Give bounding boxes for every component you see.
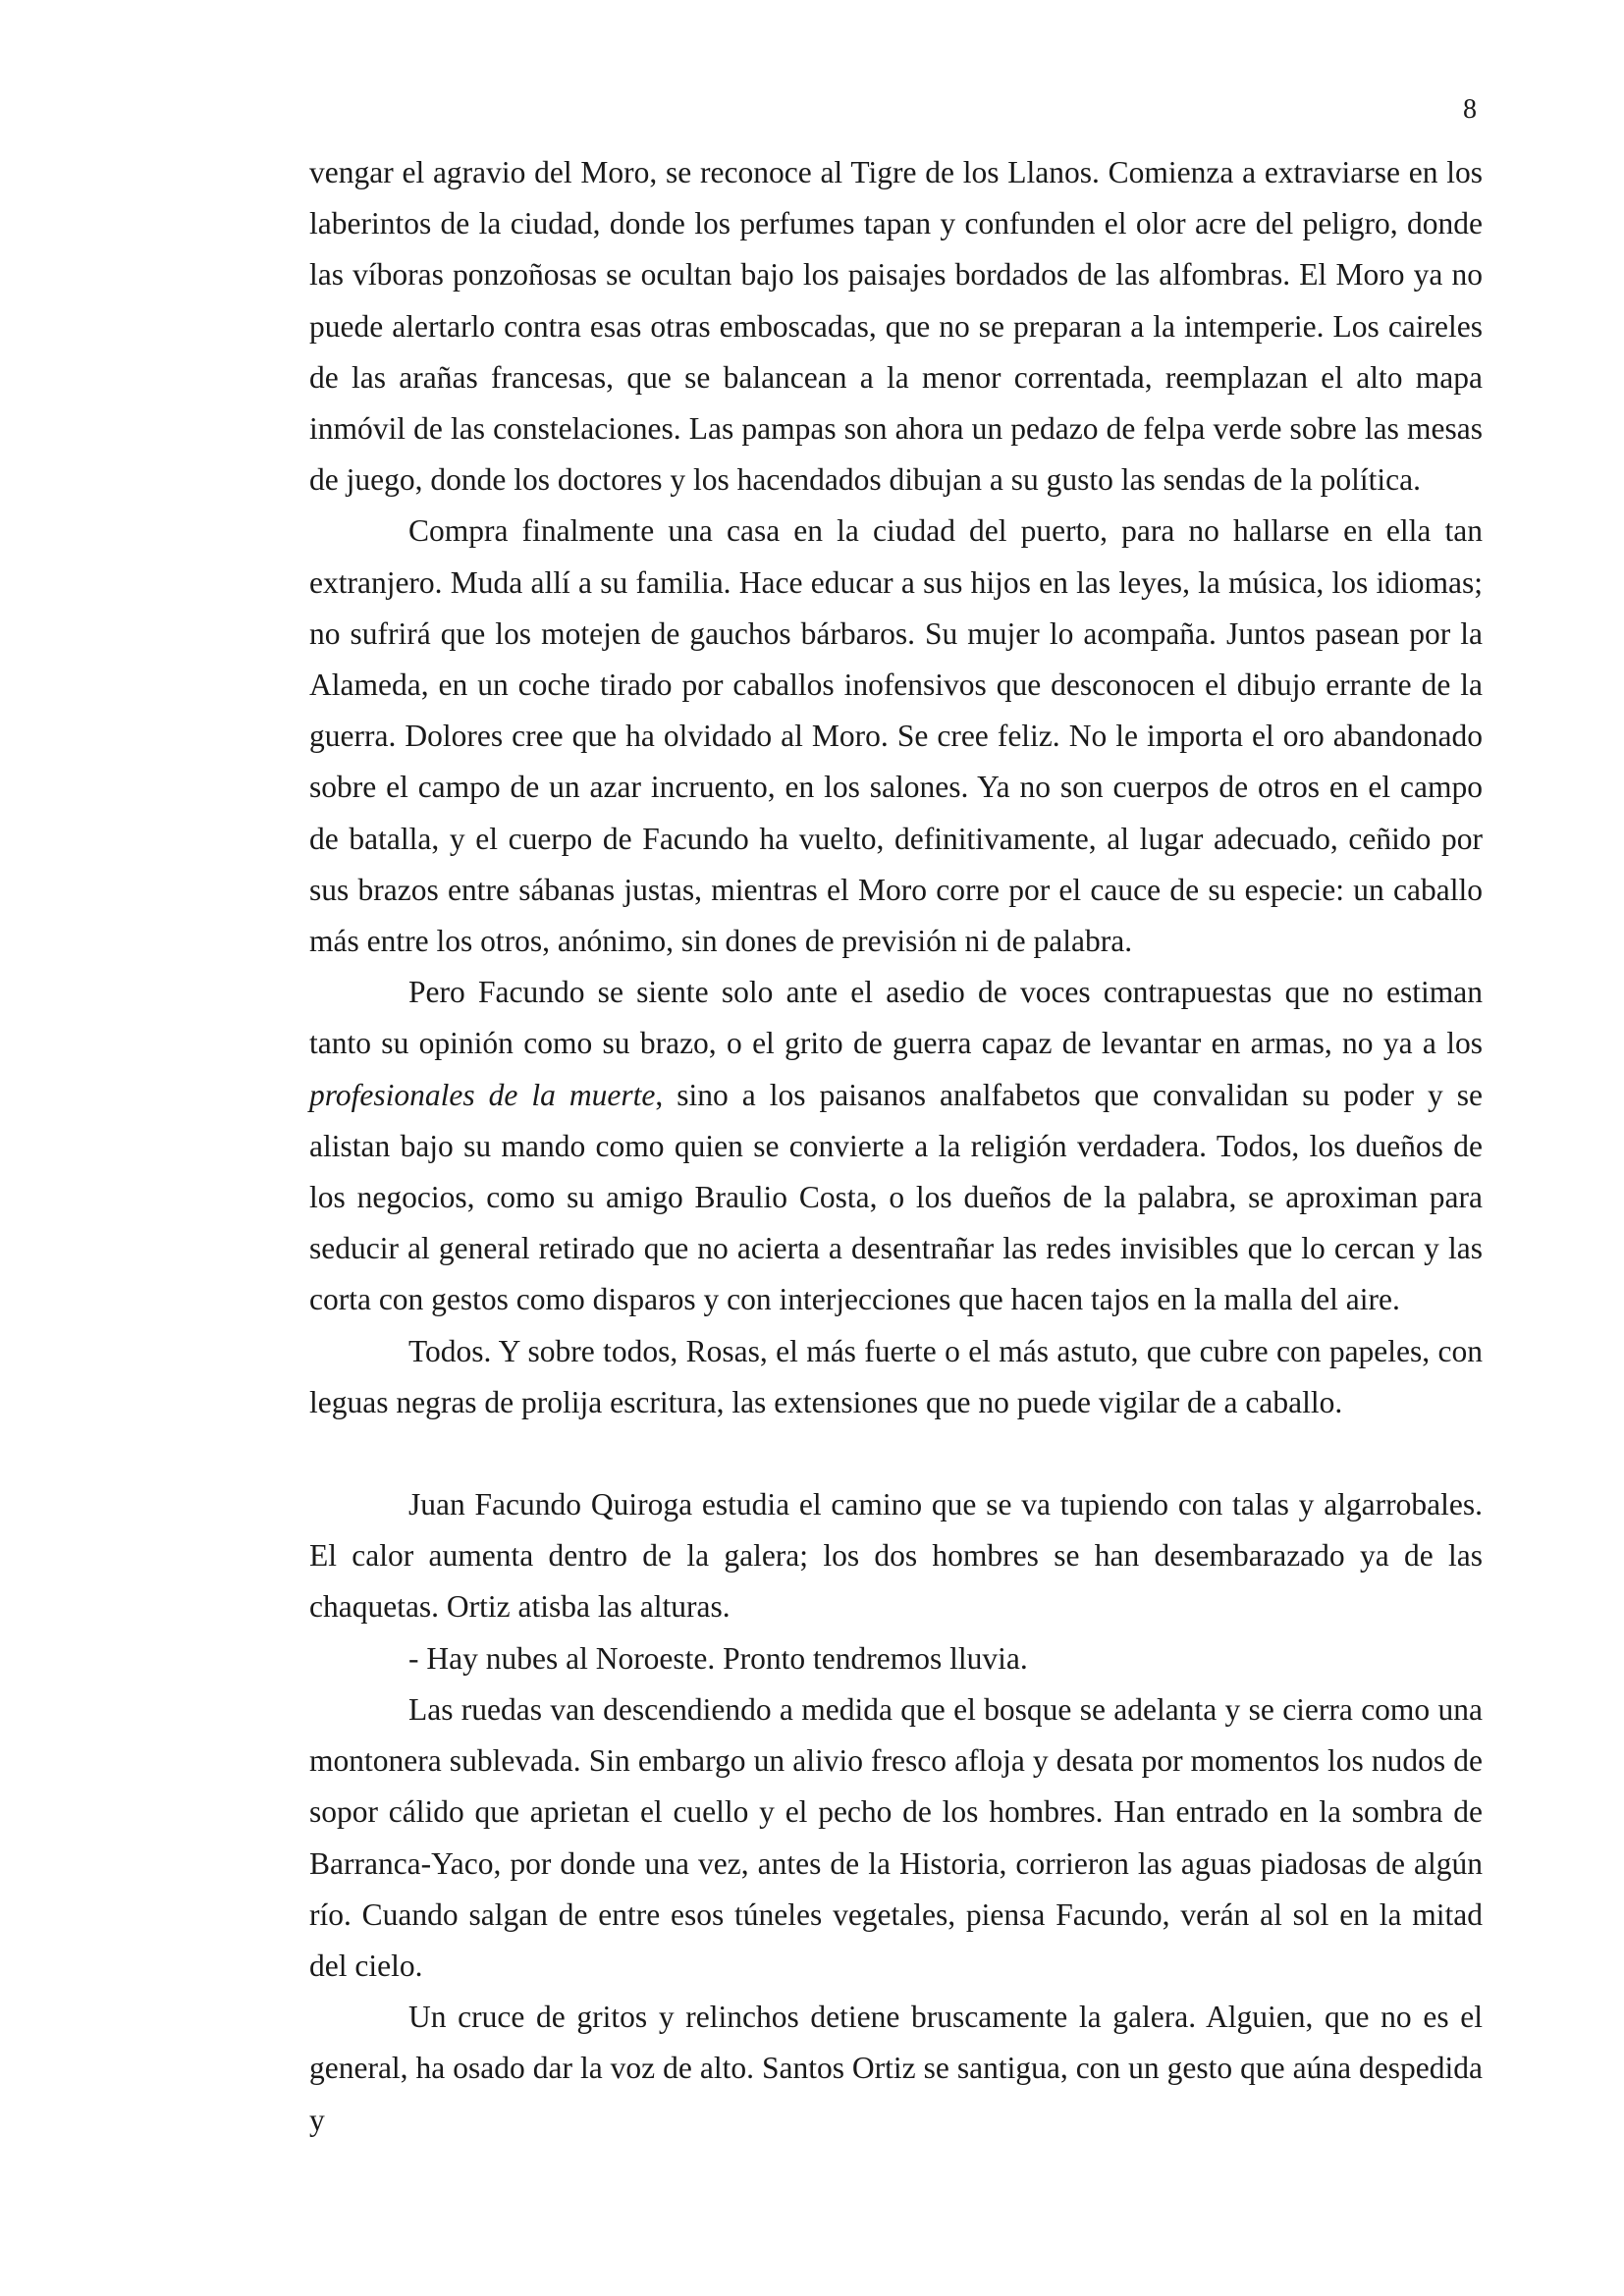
- paragraph: [309, 967, 1483, 1325]
- text-run: vengar el agravio del Moro, se reconoce al Tigre de los Llanos. Comienza a extraviarse en los laberintos de la ciudad, donde los perfumes tapan y confunden el olor acre del peligro, donde las víboras ponzoñosas se ocultan bajo los paisajes bordados de las alfombras. El Moro ya no puede alertarlo contra esas otras emboscadas, que no se preparan a la intemperie. Los caireles de las arañas francesas, que se balancean a la menor correntada, reemplazan el alto mapa inmóvil de las constelaciones. Las pampas son ahora un pedazo de felpa verde sobre las mesas de juego, donde los doctores y los hacendados dibujan a su gusto las sendas de la política.: [309, 155, 1483, 498]
- text-run: Las ruedas van descendiendo a medida que el bosque se adelanta y se cierra como una montonera sublevada. Sin embargo un alivio fresco afloja y desata por momentos los nudos de sopor cálido que aprietan el cuello y el pecho de los hombres. Han entrado en la sombra de Barranca-Yaco, por donde una vez, antes de la Historia, corrieron las aguas piadosas de algún río. Cuando salgan de entre esos túneles vegetales, piensa Facundo, verán al sol en la mitad del cielo.: [309, 1691, 1483, 1983]
- paragraph: [309, 1326, 1483, 1428]
- text-run: Pero Facundo se siente solo ante el asedio de voces contrapuestas que no estiman tanto su opinión como su brazo, o el grito de guerra capaz de levantar en armas, no ya a los: [309, 975, 1483, 1061]
- italic-phrase: profesionales de la muerte: [309, 1077, 656, 1112]
- paragraph: [309, 506, 1483, 967]
- paragraph: [309, 1633, 1483, 1684]
- text-run: , sino a los paisanos analfabetos que convalidan su poder y se alistan bajo su mando como quien se convierte a la religión verdadera. Todos, los dueños de los negocios, como su amigo Braulio Costa, o los dueños de la palabra, se aproximan para seducir al general retirado que no acierta a desentrañar las redes invisibles que lo cercan y las corta con gestos como disparos y con interjecciones que hacen tajos en la malla del aire.: [309, 1077, 1483, 1317]
- page-number: 8: [1463, 94, 1477, 125]
- text-run: Juan Facundo Quiroga estudia el camino que se va tupiendo con talas y algarrobales. El calor aumenta dentro de la galera; los dos hombres se han desembarazado ya de las chaquetas. Ortiz atisba las alturas.: [309, 1487, 1483, 1625]
- text-run: Todos. Y sobre todos, Rosas, el más fuerte o el más astuto, que cubre con papeles, con leguas negras de prolija escritura, las extensiones que no puede vigilar de a caballo.: [309, 1333, 1483, 1419]
- paragraph: [309, 1684, 1483, 1992]
- text-run: Compra finalmente una casa en la ciudad del puerto, para no hallarse en ella tan extranjero. Muda allí a su familia. Hace educar a sus hijos en las leyes, la música, los idiomas; no sufrirá que los motejen de gauchos bárbaros. Su mujer lo acompaña. Juntos pasean por la Alameda, en un coche tirado por caballos inofensivos que desconocen el dibujo errante de la guerra. Dolores cree que ha olvidado al Moro. Se cree feliz. No le importa el oro abandonado sobre el campo de un azar incruento, en los salones. Ya no son cuerpos de otros en el campo de batalla, y el cuerpo de Facundo ha vuelto, definitivamente, al lugar adecuado, ceñido por sus brazos entre sábanas justas, mientras el Moro corre por el cauce de su especie: un caballo más entre los otros, anónimo, sin dones de previsión ni de palabra.: [309, 513, 1483, 959]
- paragraph: [309, 147, 1483, 506]
- body-text: [309, 147, 1483, 2146]
- paragraph: [309, 1992, 1483, 2146]
- text-run: Un cruce de gritos y relinchos detiene bruscamente la galera. Alguien, que no es el general, ha osado dar la voz de alto. Santos Ortiz se santigua, con un gesto que aúna despedida y: [309, 2000, 1483, 2137]
- text-run: - Hay nubes al Noroeste. Pronto tendremos lluvia.: [408, 1640, 1028, 1676]
- section-break: [309, 1428, 1483, 1479]
- paragraph: [309, 1479, 1483, 1633]
